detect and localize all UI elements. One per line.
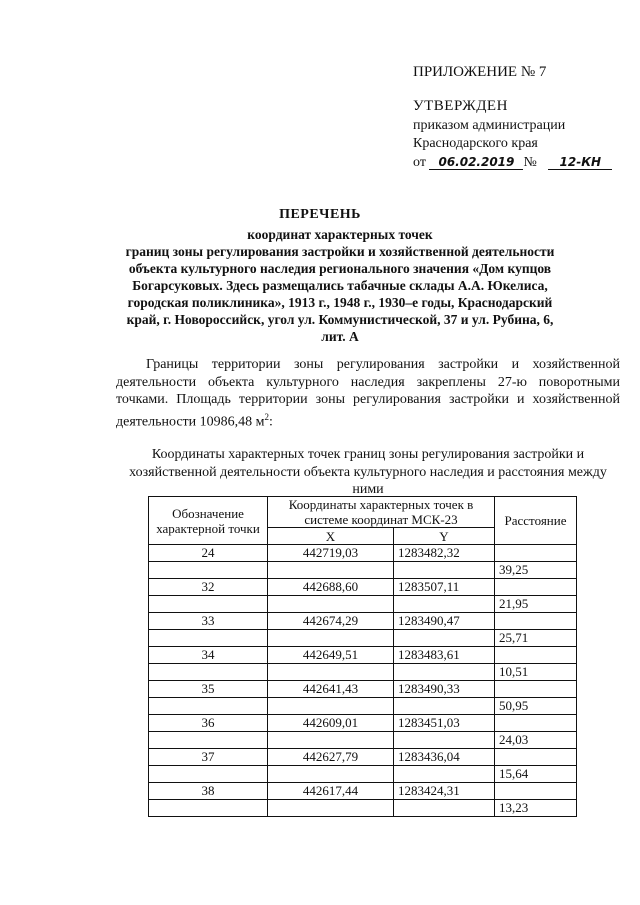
subtitle-line: координат характерных точек xyxy=(247,227,433,242)
area-paragraph xyxy=(116,356,620,431)
area-text-end: : xyxy=(269,414,273,430)
order-date-line xyxy=(413,155,612,171)
coordinates-table xyxy=(148,496,577,817)
x-cell: 442688,60 xyxy=(268,579,394,596)
x-cell: 442649,51 xyxy=(268,647,394,664)
distance-empty-cell xyxy=(495,545,577,562)
subtitle-line: край, г. Новороссийск, угол ул. Коммунистической, 37 и ул. Рубина, 6, xyxy=(126,312,554,327)
x-empty-cell xyxy=(268,562,394,579)
y-empty-cell xyxy=(394,562,495,579)
x-cell: 442674,29 xyxy=(268,613,394,630)
distance-cell: 24,03 xyxy=(495,732,577,749)
header-coords: Координаты характерных точек в системе координат МСК-23 xyxy=(268,497,495,528)
table-row xyxy=(149,647,577,664)
point-cell: 37 xyxy=(149,749,268,766)
appendix-label: ПРИЛОЖЕНИЕ № 7 xyxy=(413,64,547,80)
table-row xyxy=(149,749,577,766)
y-empty-cell xyxy=(394,630,495,647)
subtitle-line: лит. А xyxy=(321,329,359,344)
point-empty-cell xyxy=(149,630,268,647)
y-cell: 1283490,33 xyxy=(394,681,495,698)
distance-empty-cell xyxy=(495,783,577,800)
x-empty-cell xyxy=(268,630,394,647)
document-title: ПЕРЕЧЕНЬ xyxy=(279,207,361,222)
point-cell: 36 xyxy=(149,715,268,732)
x-cell: 442719,03 xyxy=(268,545,394,562)
y-cell: 1283451,03 xyxy=(394,715,495,732)
distance-cell: 25,71 xyxy=(495,630,577,647)
x-cell: 442617,44 xyxy=(268,783,394,800)
y-empty-cell xyxy=(394,766,495,783)
order-date: 06.02.2019 xyxy=(429,155,523,170)
y-empty-cell xyxy=(394,664,495,681)
point-cell: 32 xyxy=(149,579,268,596)
y-empty-cell xyxy=(394,596,495,613)
y-cell: 1283424,31 xyxy=(394,783,495,800)
y-empty-cell xyxy=(394,732,495,749)
table-row xyxy=(149,596,577,613)
table-row xyxy=(149,579,577,596)
subtitle-line: городская поликлиника», 1913 г., 1948 г., 1930–е годы, Краснодарский xyxy=(127,295,553,310)
distance-cell: 13,23 xyxy=(495,800,577,817)
order-number: 12-КН xyxy=(548,155,612,170)
order-line-1: приказом администрации xyxy=(413,118,566,133)
point-empty-cell xyxy=(149,766,268,783)
point-empty-cell xyxy=(149,596,268,613)
subtitle-line: границ зоны регулирования застройки и хозяйственной деятельности xyxy=(125,244,555,259)
distance-empty-cell xyxy=(495,715,577,732)
y-cell: 1283483,61 xyxy=(394,647,495,664)
distance-empty-cell xyxy=(495,579,577,596)
header-y: Y xyxy=(394,528,495,545)
order-from: от xyxy=(413,155,426,170)
point-cell: 33 xyxy=(149,613,268,630)
document-subtitle xyxy=(60,226,620,345)
table-row xyxy=(149,800,577,817)
point-empty-cell xyxy=(149,800,268,817)
table-row xyxy=(149,783,577,800)
x-cell: 442609,01 xyxy=(268,715,394,732)
x-empty-cell xyxy=(268,800,394,817)
distance-cell: 15,64 xyxy=(495,766,577,783)
distance-cell: 10,51 xyxy=(495,664,577,681)
point-cell: 38 xyxy=(149,783,268,800)
y-empty-cell xyxy=(394,698,495,715)
table-row xyxy=(149,681,577,698)
area-unit-sup: 2 xyxy=(264,411,270,422)
header-point: Обозначение характерной точки xyxy=(149,497,268,545)
point-empty-cell xyxy=(149,732,268,749)
approved-label: УТВЕРЖДЕН xyxy=(413,98,508,114)
y-empty-cell xyxy=(394,800,495,817)
distance-empty-cell xyxy=(495,613,577,630)
point-cell: 24 xyxy=(149,545,268,562)
point-empty-cell xyxy=(149,698,268,715)
header-x: X xyxy=(268,528,394,545)
x-empty-cell xyxy=(268,698,394,715)
table-row xyxy=(149,766,577,783)
y-cell: 1283436,04 xyxy=(394,749,495,766)
order-number-sign: № xyxy=(523,155,537,170)
point-cell: 35 xyxy=(149,681,268,698)
point-cell: 34 xyxy=(149,647,268,664)
y-cell: 1283507,11 xyxy=(394,579,495,596)
distance-empty-cell xyxy=(495,749,577,766)
area-text: Границы территории зоны регулирования застройки и хозяйственной деятельности объекта культурного наследия закреплены 27-ю поворотными точками. Площадь территории зоны регулирования застройки и хозяйственной деятельности 10986,48 м xyxy=(116,357,620,430)
table-row xyxy=(149,630,577,647)
table-row xyxy=(149,698,577,715)
table-row xyxy=(149,545,577,562)
table-header-row xyxy=(149,497,577,528)
subtitle-line: Богарсуковых. Здесь размещались табачные склады А.А. Юкелиса, xyxy=(132,278,548,293)
x-empty-cell xyxy=(268,766,394,783)
table-row xyxy=(149,732,577,749)
x-empty-cell xyxy=(268,732,394,749)
distance-empty-cell xyxy=(495,681,577,698)
distance-empty-cell xyxy=(495,647,577,664)
order-line-2: Краснодарского края xyxy=(413,136,538,151)
y-cell: 1283482,32 xyxy=(394,545,495,562)
table-caption: Координаты характерных точек границ зоны регулирования застройки и хозяйственной деятельности объекта культурного наследия и расстояния между ними xyxy=(129,447,607,497)
table-row xyxy=(149,715,577,732)
x-cell: 442627,79 xyxy=(268,749,394,766)
distance-cell: 39,25 xyxy=(495,562,577,579)
x-empty-cell xyxy=(268,664,394,681)
distance-cell: 50,95 xyxy=(495,698,577,715)
x-empty-cell xyxy=(268,596,394,613)
point-empty-cell xyxy=(149,562,268,579)
table-row xyxy=(149,664,577,681)
header-distance: Расстояние xyxy=(495,497,577,545)
point-empty-cell xyxy=(149,664,268,681)
table-row xyxy=(149,613,577,630)
y-cell: 1283490,47 xyxy=(394,613,495,630)
distance-cell: 21,95 xyxy=(495,596,577,613)
table-row xyxy=(149,562,577,579)
x-cell: 442641,43 xyxy=(268,681,394,698)
subtitle-line: объекта культурного наследия регионального значения «Дом купцов xyxy=(128,261,552,276)
